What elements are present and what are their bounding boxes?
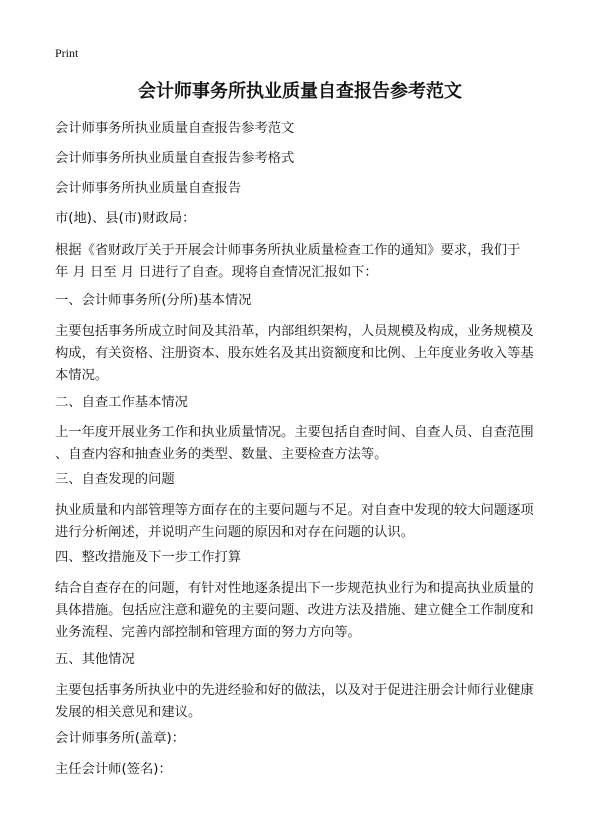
section-body-self-check — [55, 422, 555, 466]
paragraph-line: 执业质量和内部管理等方面存在的主要问题与不足。对自查中发现的较大问题逐项 — [55, 503, 534, 518]
section-heading-rectification: 四、整改措施及下一步工作打算 — [55, 550, 242, 565]
section-heading-self-check: 二、自查工作基本情况 — [55, 395, 188, 410]
section-heading-issues: 三、自查发现的问题 — [55, 472, 175, 487]
intro-line-report: 会计师事务所执业质量自查报告 — [55, 181, 242, 196]
paragraph-line: 主要包括事务所成立时间及其沿革，内部组织架构，人员规模及构成，业务规模及 — [55, 324, 534, 339]
paragraph-line: 、自查内容和抽查业务的类型、数量、主要检查方法等。 — [55, 447, 388, 462]
signature-firm-seal: 会计师事务所(盖章)： — [55, 731, 186, 746]
paragraph-line: 构成，有关资格、注册资本、股东姓名及其出资额度和比例、上年度业务收入等基 — [55, 346, 534, 361]
paragraph-line: 主要包括事务所执业中的先进经验和好的做法，以及对于促进注册会计师行业健康 — [55, 683, 534, 698]
addressee-line: 市(地)、县(市)财政局： — [55, 211, 196, 226]
paragraph-line: 年 月 日至 月 日进行了自查。现将自查情况汇报如下： — [55, 265, 378, 280]
intro-line-format: 会计师事务所执业质量自查报告参考格式 — [55, 151, 295, 166]
opening-paragraph — [55, 240, 555, 284]
print-label: Print — [55, 46, 79, 60]
paragraph-line: 根据《省财政厅关于开展会计师事务所执业质量检查工作的通知》要求，我们于 — [55, 243, 521, 258]
section-body-other — [55, 680, 555, 724]
paragraph-line: 上一年度开展业务工作和执业质量情况。主要包括自查时间、自查人员、自查范围 — [55, 425, 534, 440]
paragraph-line: 发展的相关意见和建议。 — [55, 705, 202, 720]
paragraph-line: 具体措施。包括应注意和避免的主要问题、改进方法及措施、建立健全工作制度和 — [55, 603, 534, 618]
paragraph-line: 结合自查存在的问题，有针对性地逐条提出下一步规范执业行为和提高执业质量的 — [55, 581, 534, 596]
section-heading-other: 五、其他情况 — [55, 652, 135, 667]
section-body-rectification — [55, 578, 555, 644]
signature-chief-accountant: 主任会计师(签名)： — [55, 762, 172, 777]
paragraph-line: 业务流程、完善内部控制和管理方面的努力方向等。 — [55, 625, 361, 640]
section-heading-basic-info: 一、会计师事务所(分所)基本情况 — [55, 293, 252, 308]
paragraph-line: 进行分析阐述，并说明产生问题的原因和对存在问题的认识。 — [55, 525, 415, 540]
intro-line-subtitle: 会计师事务所执业质量自查报告参考范文 — [55, 121, 295, 136]
paragraph-line: 本情况。 — [55, 368, 109, 383]
section-body-basic-info — [55, 321, 555, 387]
section-body-issues — [55, 500, 555, 544]
document-title: 会计师事务所执业质量自查报告参考范文 — [138, 81, 462, 102]
